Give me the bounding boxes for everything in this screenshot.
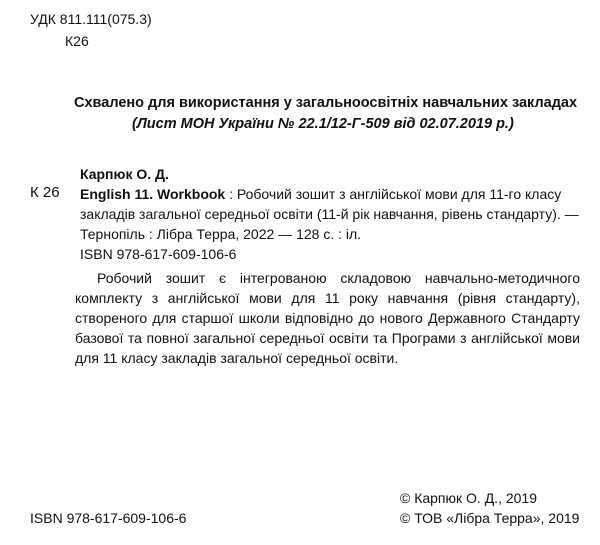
author-name: Карпюк О. Д. — [80, 166, 169, 182]
description-line-2: закладів загальної середньої освіти (11-й рік навчання, рівень стандарту). — — [80, 206, 579, 222]
abstract-paragraph — [75, 268, 580, 368]
copyright-author: © Карпюк О. Д., 2019 — [400, 490, 537, 506]
classification-code: К26 — [65, 33, 89, 49]
approval-reference: (Лист МОН України № 22.1/12-Г-509 від 02.07.2019 р.) — [132, 116, 514, 132]
classification-label: К 26 — [30, 184, 60, 201]
book-subtitle: : Робочий зошит з англійської мови для 11-го класу — [225, 186, 562, 202]
abstract-line: створеного для старшої школи відповідно до нового Державного Стандарту — [75, 310, 580, 326]
abstract-line: комплекту з англійської мови для 11 року навчання (рівня стандарту), — [75, 290, 580, 306]
abstract-line: базової та повної загальної середньої освіти та Програми з англійської мови — [75, 330, 580, 346]
footer-isbn: ISBN 978-617-609-106-6 — [30, 510, 187, 526]
bibliographic-description — [80, 184, 585, 264]
publication-info: Тернопіль : Лібра Терра, 2022 — 128 с. : іл. — [80, 226, 362, 242]
description-line-1 — [80, 184, 585, 204]
abstract-line: для 11 класу закладів загальної середньої освіти. — [75, 350, 399, 366]
udk-code: УДК 811.111(075.3) — [30, 11, 152, 27]
book-title: English 11. Workbook — [80, 186, 226, 202]
approval-statement: Схвалено для використання у загальноосвітніх навчальних закладах — [74, 95, 578, 111]
abstract-line: Робочий зошит є інтегрованою складовою навчально-методичного — [97, 270, 580, 286]
copyright-publisher: © ТОВ «Лібра Терра», 2019 — [400, 510, 580, 526]
isbn: ISBN 978-617-609-106-6 — [80, 246, 237, 262]
